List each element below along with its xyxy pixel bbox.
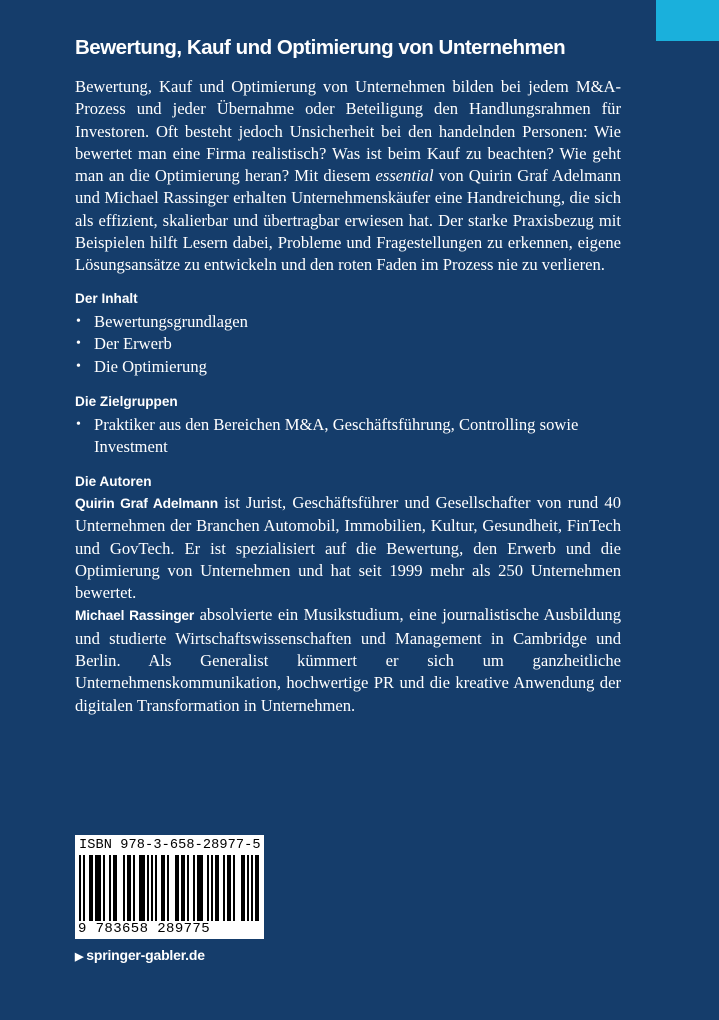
barcode-bar	[167, 855, 169, 921]
bullet-icon: •	[76, 314, 81, 329]
target-list	[75, 414, 621, 459]
content-list	[75, 311, 621, 378]
author-name: Michael Rassinger	[75, 608, 195, 624]
barcode-bar	[251, 855, 253, 921]
barcode-bar	[227, 855, 229, 921]
barcode-bar	[183, 855, 185, 921]
authors-paragraph	[75, 492, 621, 717]
barcode-bar	[241, 855, 243, 921]
barcode-bar	[181, 855, 183, 921]
barcode-bar	[177, 855, 179, 921]
list-item	[75, 311, 621, 333]
list-item-text: Der Erwerb	[94, 334, 172, 354]
barcode-bar	[91, 855, 93, 921]
barcode-bar	[115, 855, 117, 921]
barcode-bar	[175, 855, 177, 921]
barcode-bar	[141, 855, 143, 921]
barcode-bar	[83, 855, 85, 921]
barcode-bar	[215, 855, 217, 921]
back-cover-title: Bewertung, Kauf und Optimierung von Unternehmen	[75, 36, 566, 59]
barcode-bar	[99, 855, 101, 921]
list-item	[75, 414, 621, 459]
barcode-bar	[103, 855, 105, 921]
target-section	[75, 393, 621, 459]
isbn-barcode	[75, 835, 264, 939]
barcode-bar	[127, 855, 129, 921]
isbn-label: ISBN 978-3-658-28977-5	[79, 838, 261, 853]
bullet-icon: •	[76, 336, 81, 352]
barcode-bar	[109, 855, 111, 921]
barcode-bar	[207, 855, 209, 921]
list-item-text: Praktiker aus den Bereichen M&A, Geschäftsführung, Controlling sowie Investment	[94, 415, 579, 457]
intro-paragraph	[75, 76, 621, 277]
list-item	[75, 333, 621, 355]
barcode-bar	[133, 855, 135, 921]
website-text: springer-gabler.de	[86, 947, 205, 963]
barcode-bar	[233, 855, 235, 921]
barcode-bar	[255, 855, 257, 921]
intro-text-end: von Quirin Graf Adelmann und Michael Rassinger erhalten Unternehmenskäufer eine Handreichung, die sich als effizient, skalierbar und übertragbar erwiesen hat. Der starke Praxisbezug mit Beispielen hilft Lesern dabei, Probleme und Fragestellungen zu erkennen, eigene Lösungsansätze zu entwickeln und den roten Faden im Prozess nie zu verlieren.	[75, 166, 621, 275]
authors-heading: Die Autoren	[75, 474, 152, 489]
ean-digits: 9 783658 289775	[78, 921, 211, 937]
barcode-bar	[95, 855, 97, 921]
barcode-bar	[199, 855, 201, 921]
barcode-bar	[257, 855, 259, 921]
author-bio: ist Jurist, Geschäftsführer und Gesellschafter von rund 40 Unternehmen der Branchen Automobil, Immobilien, Kultur, Gesundheit, FinTech und GovTech. Er ist spezialisiert auf die Bewertung, den Erwerb und die Optimierung von Unternehmen und hat seit 1999 mehr als 250 Unternehmen bewertet.	[75, 493, 621, 603]
barcode-bar	[79, 855, 81, 921]
intro-text-start: Bewertung, Kauf und Optimierung von Unternehmen bilden bei jedem M&A-Prozess und jeder Übernahme oder Beteiligung den Handlungsrahmen für Investoren. Oft besteht jedoch Unsicherheit bei den handelnden Personen: Wie bewertet man eine Firma realistisch? Was ist beim Kauf zu beachten? Wie geht man an die Optimierung heran? Mit diesem	[75, 77, 621, 186]
barcode-bar	[229, 855, 231, 921]
barcode-bar	[193, 855, 195, 921]
barcode-bar	[217, 855, 219, 921]
barcode-bar	[143, 855, 145, 921]
bullet-icon: •	[76, 417, 81, 432]
barcode-bar	[147, 855, 149, 921]
barcode-bar	[223, 855, 225, 921]
barcode-bar	[161, 855, 163, 921]
barcode-bar	[197, 855, 199, 921]
arrow-right-icon: ▶	[75, 951, 84, 963]
authors-section	[75, 473, 621, 717]
barcode-bar	[247, 855, 249, 921]
list-item-text: Die Optimierung	[94, 356, 207, 376]
publisher-website	[75, 946, 205, 966]
barcode-bar	[163, 855, 165, 921]
barcode-bar	[201, 855, 203, 921]
list-item	[75, 356, 621, 378]
author-name: Quirin Graf Adelmann	[75, 496, 218, 511]
target-heading: Die Zielgruppen	[75, 394, 178, 409]
barcode-bars-icon	[79, 855, 259, 921]
barcode-bar	[139, 855, 141, 921]
content-section	[75, 290, 621, 378]
barcode-bar	[243, 855, 245, 921]
barcode-bar	[211, 855, 213, 921]
barcode-bar	[187, 855, 189, 921]
intro-text-italic: essential	[375, 166, 434, 186]
author-bio: absolvierte ein Musikstudium, eine journalistische Ausbildung und studierte Wirtschaftswissenschaften und Management in Cambridge und Berlin. Als Generalist kümmert er sich um ganzheitliche Unternehmenskommunikation, hochwertige PR und die kreative Anwendung der digitalen Transformation in Unternehmen.	[75, 605, 621, 715]
barcode-bar	[97, 855, 99, 921]
bullet-icon: •	[76, 358, 81, 374]
barcode-bar	[129, 855, 131, 921]
barcode-bar	[89, 855, 91, 921]
barcode-bar	[155, 855, 157, 921]
barcode-bar	[113, 855, 115, 921]
list-item-text: Bewertungsgrundlagen	[94, 312, 248, 331]
content-heading: Der Inhalt	[75, 291, 138, 306]
barcode-bar	[151, 855, 153, 921]
barcode-bar	[123, 855, 125, 921]
